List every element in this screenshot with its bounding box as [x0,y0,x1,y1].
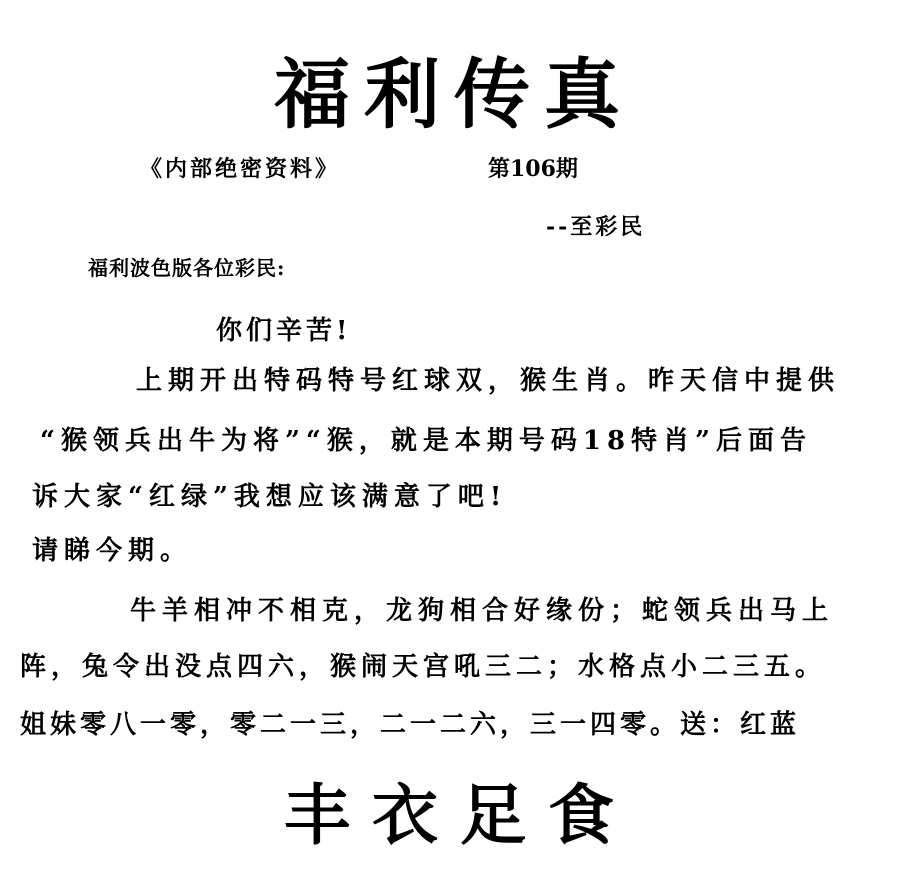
greeting: 你们辛苦! [216,316,352,346]
issue-number: 第106期 [488,156,578,182]
paragraph1-line: 请睇今期。 [32,536,193,566]
paragraph1-line: 上期开出特码特号红球双，猴生肖。昨天信中提供 [136,366,841,396]
document-title: 福利传真 [274,50,634,139]
paragraph2-line: 阵，兔令出没点四六，猴闹天宫吼三二；水格点小二三五。 [20,652,827,682]
addressee-line: --至彩民 [546,214,646,240]
paragraph1-line: “猴领兵出牛为将”“猴，就是本期号码18特肖”后面告 [40,426,813,456]
paragraph2-line: 姐妹零八一零，零二一三，二一二六，三一四零。送：红蓝 [20,710,801,740]
salutation: 福利波色版各位彩民: [88,256,286,280]
paragraph2-line: 牛羊相冲不相克，龙狗相合好缘份；蛇领兵出马上 [130,596,835,626]
paragraph1-line: 诉大家“红绿”我想应该满意了吧! [32,482,508,512]
source-label: 《内部绝密资料》 [140,156,341,182]
footer-motto: 丰衣足食 [284,776,636,854]
